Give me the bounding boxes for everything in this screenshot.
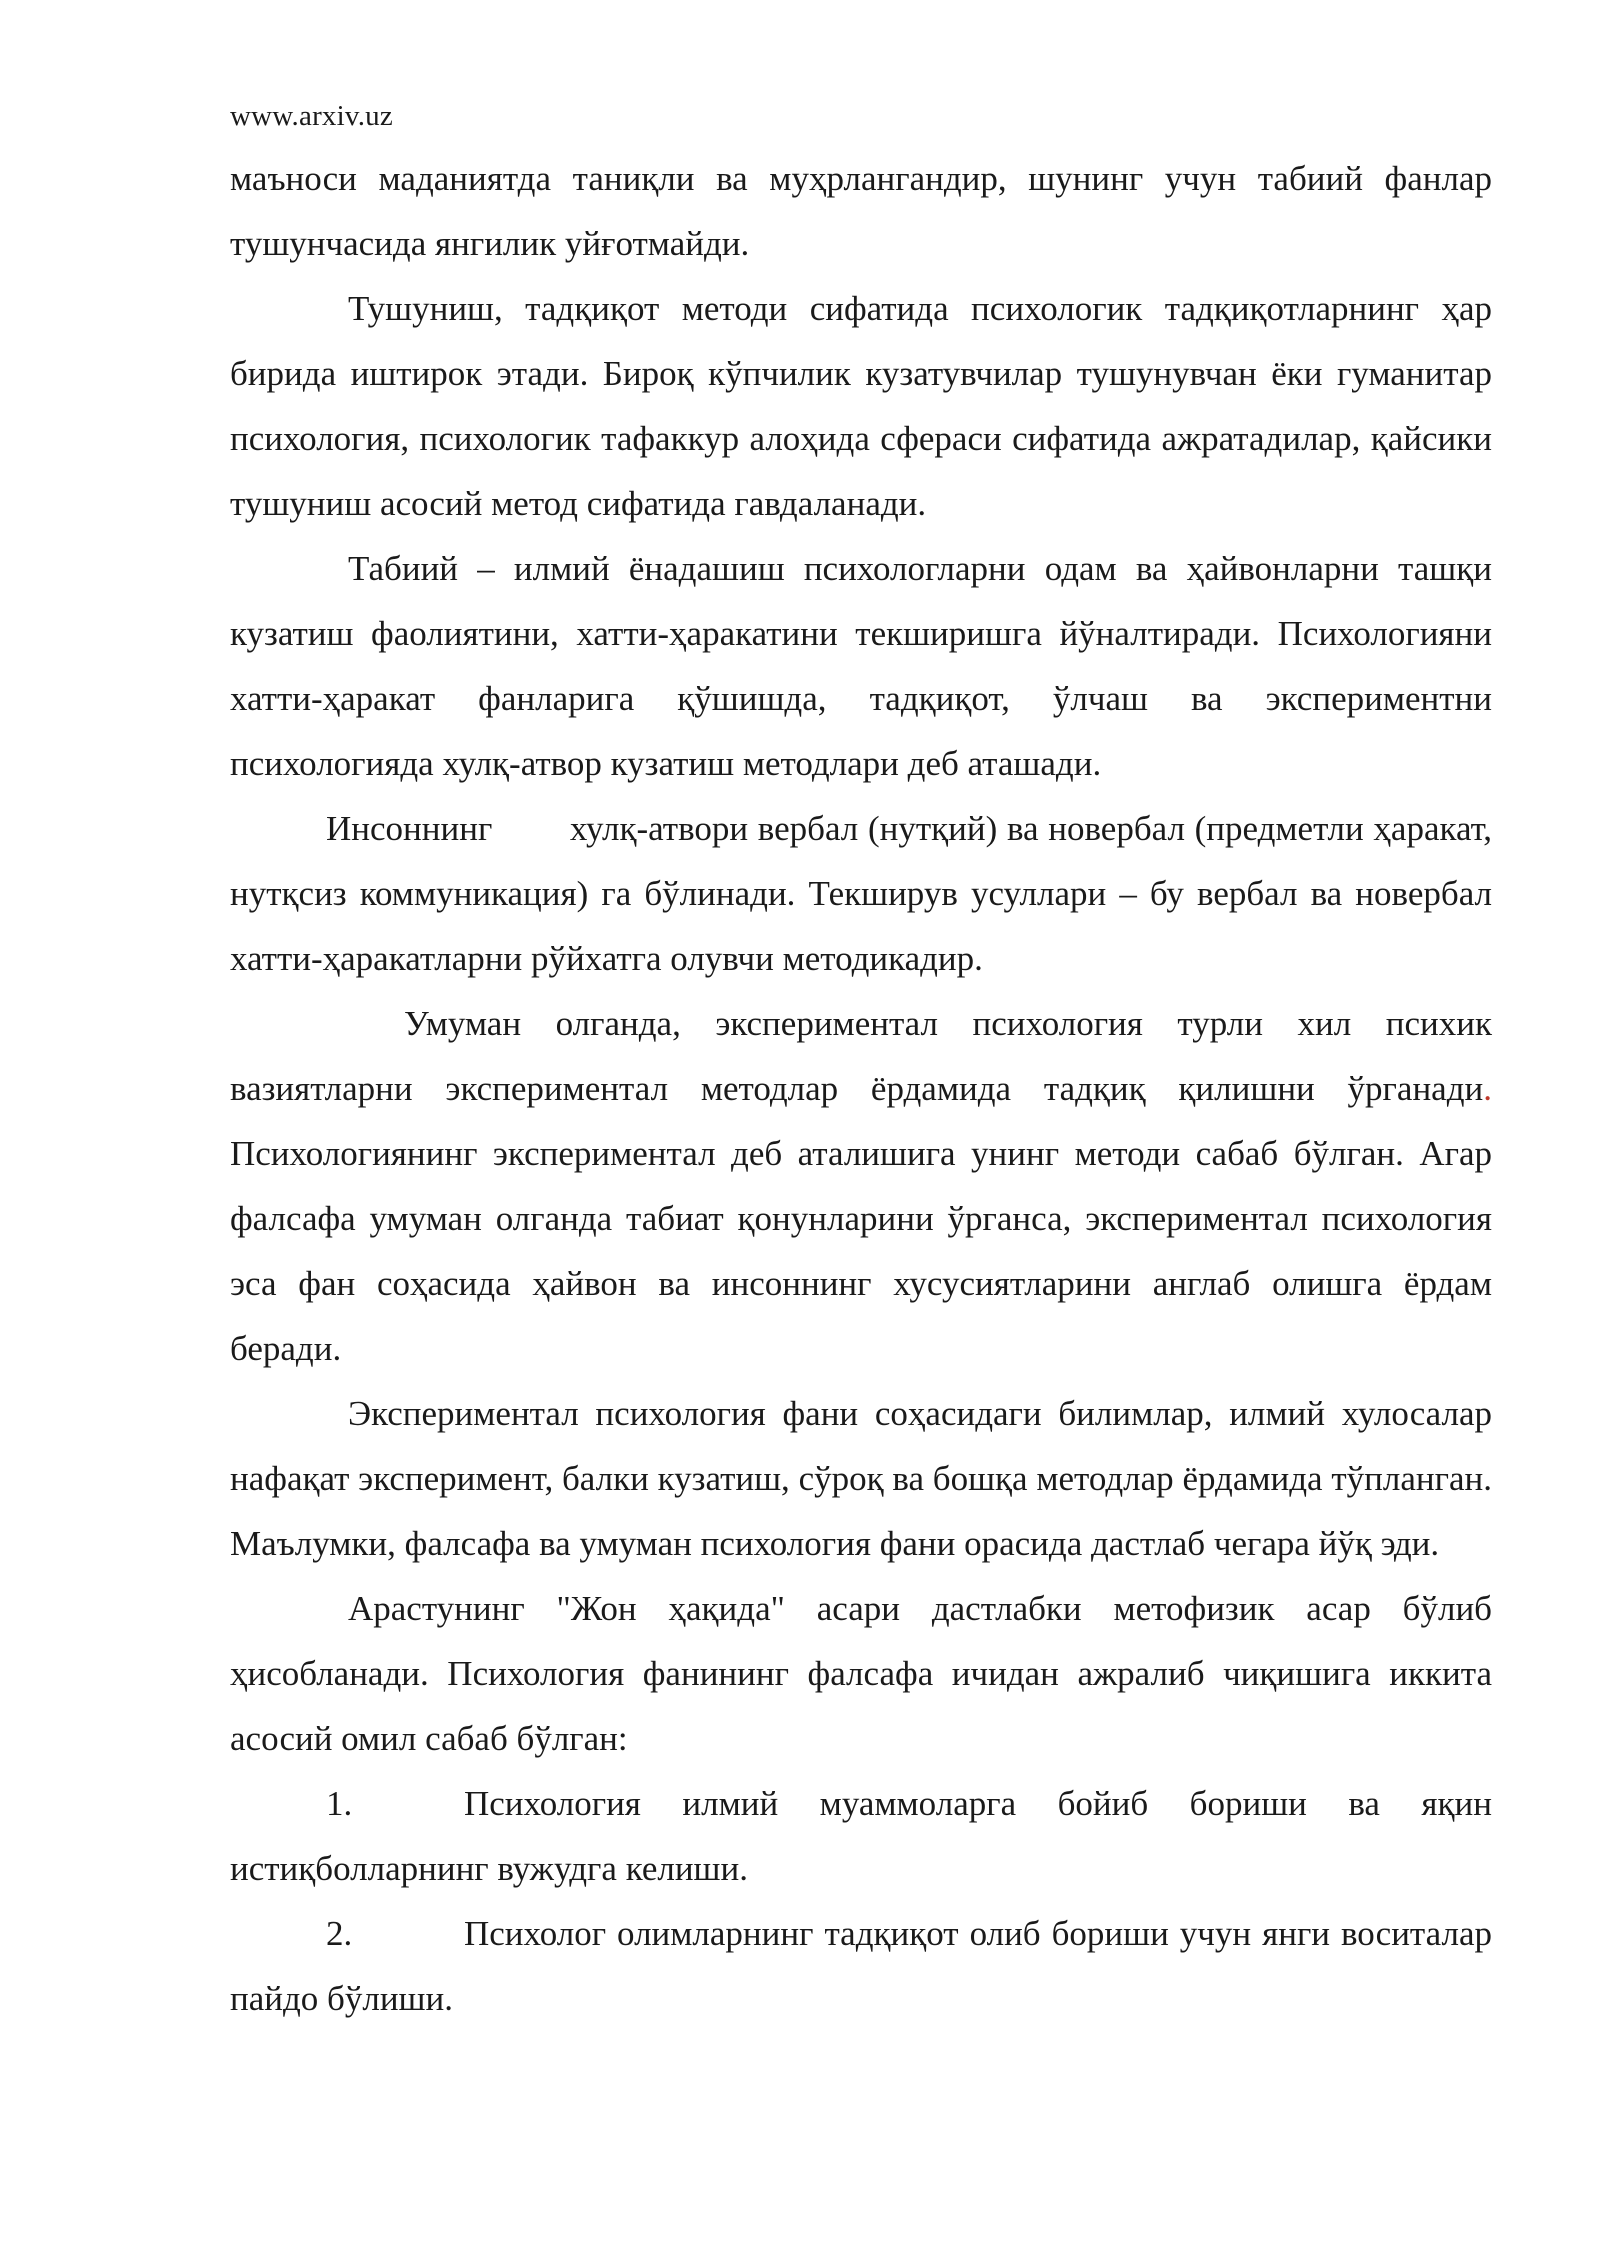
paragraph-experimental-intro-cont: Психологиянинг экспериментал деб аталишига унинг методи сабаб бўлган. Агар фалсафа умуман олганда табиат қонунларини ўрганса, экспериментал психология эса фан соҳасида ҳайвон ва инсоннинг хусусиятларини англаб олишга ёрдам беради. <box>230 1134 1492 1368</box>
paragraph-knowledge: Экспериментал психология фани соҳасидаги билимлар, илмий хулосалар нафақат эксперимент, балки кузатиш, сўроқ ва бошқа методлар ёрдамида тўпланган. Маълумки, фалсафа ва умуман психология фани орасида дастлаб чегара йўқ эди. <box>230 1394 1492 1563</box>
paragraph-behavior: Инсоннинг хулқ-атвори вербал (нутқий) ва новербал (предметли ҳаракат, нутқсиз коммуникация) га бўлинади. Текширув усуллари – бу вербал ва новербал хатти-ҳаракатларни рўйхатга олувчи методикадир. <box>230 809 1501 978</box>
list-text: Психолог олимларнинг тадқиқот олиб бориши учун янги воситалар пайдо бўлиши. <box>230 1914 1492 2018</box>
paragraph-continuation: маъноси маданиятда таниқли ва муҳрлангандир, шунинг учун табиий фанлар тушунчасида янгилик уйғотмайди. <box>230 159 1492 263</box>
paragraph-aristotle: Арастунинг "Жон ҳақида" асари дастлабки метофизик асар бўлиб ҳисобланади. Психология фанининг фалсафа ичидан ажралиб чиқишига иккита асосий омил сабаб бўлган: <box>230 1589 1492 1758</box>
red-period: . <box>1483 1069 1492 1108</box>
list-item <box>230 1901 1492 2031</box>
list-number: 1. <box>326 1784 353 1823</box>
paragraph-experimental-intro <box>230 991 1492 1381</box>
paragraph-experimental-intro-text: Умуман олганда, экспериментал психология турли хил психик вазиятларни экспериментал методлар ёрдамида тадқиқ қилишни ўрганади <box>230 1004 1492 1108</box>
document-body <box>230 146 1501 2031</box>
list-number: 2. <box>326 1914 353 1953</box>
paragraph-natural-science: Табиий – илмий ёнадашиш психологларни одам ва ҳайвонларни ташқи кузатиш фаолиятини, хатти-ҳаракатини текширишга йўналтиради. Психологияни хатти-ҳаракат фанларига қўшишда, тадқиқот, ўлчаш ва экспериментни психологияда хулқ-атвор кузатиш методлари деб аташади. <box>230 549 1492 783</box>
paragraph-understanding: Тушуниш, тадқиқот методи сифатида психологик тадқиқотларнинг ҳар бирида иштирок этади. Бироқ кўпчилик кузатувчилар тушунувчан ёки гуманитар психология, психологик тафаккур алоҳида сфераси сифатида ажратадилар, қайсики тушуниш асосий метод сифатида гавдаланади. <box>230 289 1492 523</box>
site-url-header: www.arxiv.uz <box>230 100 393 132</box>
list-item <box>230 1771 1492 1901</box>
list-text: Психология илмий муаммоларга бойиб бориши ва яқин истиқболларнинг вужудга келиши. <box>230 1784 1492 1888</box>
